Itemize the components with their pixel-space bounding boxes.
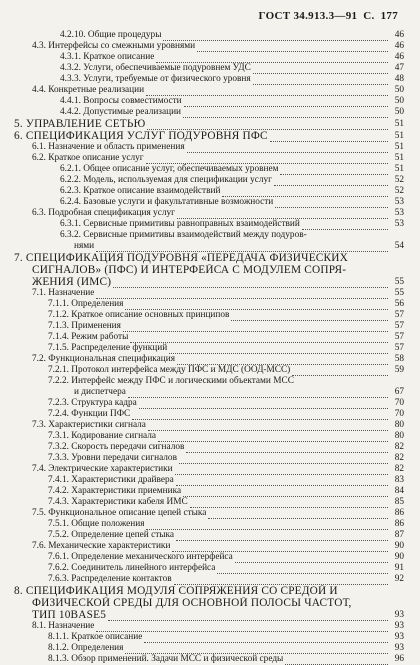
toc-entry-title: 7.3.2. Скорость передачи сигналов <box>48 442 185 452</box>
toc-entry <box>14 398 404 409</box>
dot-leader <box>208 511 388 519</box>
dot-leader <box>302 222 388 230</box>
toc-entry <box>14 299 404 310</box>
toc-entry-title: 7.6. Механические характеристики <box>32 541 171 551</box>
toc-entry <box>14 85 404 96</box>
toc-entry-page: 52 <box>394 186 404 196</box>
toc-entry-title: 7.1.3. Применения <box>48 321 121 331</box>
dot-leader <box>270 134 388 142</box>
dot-leader <box>139 401 388 409</box>
toc-entry-title: 7.2.3. Структура кадра <box>48 398 137 408</box>
dot-leader <box>183 489 388 497</box>
toc-entry <box>14 130 404 142</box>
toc-entry-title: 7.6.1. Определение механического интерфейса <box>48 552 233 562</box>
toc-entry-title: 7.2.4. Функции ПФС <box>48 409 131 419</box>
toc-entry <box>14 609 404 621</box>
toc-entry <box>14 96 404 107</box>
dot-leader <box>113 280 388 288</box>
dot-leader <box>175 467 388 475</box>
dot-leader <box>177 357 388 365</box>
dot-leader <box>190 500 388 508</box>
page-header <box>259 10 398 22</box>
toc-entry-page: 51 <box>394 153 404 163</box>
dot-leader <box>253 77 388 85</box>
toc-entry-title: 5. УПРАВЛЕНИЕ СЕТЬЮ <box>14 118 146 130</box>
table-of-contents <box>14 30 404 665</box>
dot-leader <box>176 533 388 541</box>
toc-entry-page: 51 <box>394 164 404 174</box>
toc-entry-page: 58 <box>394 354 404 364</box>
dot-leader <box>235 555 388 563</box>
toc-entry-page: 54 <box>394 241 404 251</box>
toc-entry-title: 7.2.2. Интерфейс между ПФС и логическими объектами МСС <box>48 376 294 386</box>
dot-leader <box>130 335 388 343</box>
toc-entry <box>14 153 404 164</box>
dot-leader <box>197 44 388 52</box>
toc-entry-title: ЖЕНИЯ (ИМС) <box>32 276 112 288</box>
dot-leader <box>172 544 388 552</box>
toc-entry-page: 53 <box>394 219 404 229</box>
toc-entry <box>14 252 404 264</box>
toc-entry <box>14 409 404 420</box>
dot-leader <box>146 88 388 96</box>
toc-entry-title: 8.1.1. Краткое описание <box>48 632 143 642</box>
toc-entry <box>14 230 404 241</box>
toc-entry-title: 7.1. Назначение <box>32 288 95 298</box>
toc-entry-title: 7.5.2. Определение цепей стыка <box>48 530 175 540</box>
toc-entry <box>14 186 404 197</box>
toc-entry-title: нями <box>74 241 95 251</box>
toc-entry-page: 57 <box>394 321 404 331</box>
toc-entry <box>14 310 404 321</box>
toc-entry <box>14 343 404 354</box>
toc-entry <box>14 486 404 497</box>
toc-entry-page: 92 <box>394 574 404 584</box>
dot-leader <box>187 145 388 153</box>
toc-entry-title: 6.3.2. Сервисные примитивы взаимодействий между подуров- <box>60 230 307 240</box>
toc-entry-title: 8.1.3. Обзор применений. Задачи МСС и физической среды <box>48 654 284 664</box>
dot-leader <box>158 434 388 442</box>
dot-leader <box>183 110 388 118</box>
dot-leader <box>169 346 388 354</box>
dot-leader <box>274 178 388 186</box>
toc-entry-page: 53 <box>394 208 404 218</box>
toc-entry <box>14 475 404 486</box>
dot-leader <box>146 156 388 164</box>
toc-entry <box>14 142 404 153</box>
toc-entry-title: 7.4. Электрические характеристики <box>32 464 173 474</box>
toc-entry-page: 82 <box>394 442 404 452</box>
toc-entry-page: 51 <box>394 119 404 129</box>
toc-entry-page: 86 <box>394 508 404 518</box>
toc-entry-title: 7.6.3. Распределение контактов <box>48 574 172 584</box>
toc-entry-title: 7.1.2. Краткое описание основных принципов <box>48 310 230 320</box>
toc-entry <box>14 497 404 508</box>
dot-leader <box>350 257 388 264</box>
toc-entry <box>14 420 404 431</box>
toc-entry-page: 50 <box>394 107 404 117</box>
toc-entry-title: 7.6.2. Соединитель линейного интерфейса <box>48 563 216 573</box>
dot-leader <box>108 613 388 621</box>
dot-leader <box>96 624 388 632</box>
toc-entry-page: 90 <box>394 552 404 562</box>
toc-entry-page: 80 <box>394 431 404 441</box>
toc-entry-page: 50 <box>394 85 404 95</box>
toc-entry <box>14 621 404 632</box>
toc-entry-page: 48 <box>394 74 404 84</box>
toc-entry-title: и диспетчера <box>74 387 126 397</box>
toc-entry-title: 7.2.1. Протокол интерфейса между ПФС и МДС (ООД-МСС) <box>48 365 291 375</box>
dot-leader <box>146 522 388 530</box>
toc-entry-page: 93 <box>394 621 404 631</box>
toc-entry-title: 7.1.5. Распределение функций <box>48 343 168 353</box>
toc-entry-title: 7.1.1. Определения <box>48 299 124 309</box>
toc-entry-title: 8. СПЕЦИФИКАЦИЯ МОДУЛЯ СОПРЯЖЕНИЯ СО СРЕДОЙ И <box>14 585 338 597</box>
toc-entry-title: 7.5. Функциональное описание цепей стыка <box>32 508 207 518</box>
toc-entry-title: 7.3.3. Уровни передачи сигналов <box>48 453 177 463</box>
toc-entry-title: 7.2. Функциональная спецификация <box>32 354 176 364</box>
dot-leader <box>222 189 388 197</box>
toc-entry-title: 6.2.4. Базовые услуги и факультативные возможности <box>60 197 274 207</box>
dot-leader <box>348 269 388 276</box>
toc-entry <box>14 164 404 175</box>
toc-entry <box>14 52 404 63</box>
toc-entry <box>14 30 404 41</box>
dot-leader <box>132 412 388 420</box>
toc-entry <box>14 321 404 332</box>
toc-entry-page: 67 <box>394 387 404 397</box>
toc-entry-page: 91 <box>394 563 404 573</box>
dot-leader <box>280 167 388 175</box>
toc-entry-title: 4.3.3. Услуги, требуемые от физического уровня <box>60 74 251 84</box>
toc-entry-page: 59 <box>394 365 404 375</box>
dot-leader <box>184 99 388 107</box>
toc-entry-title: СИГНАЛОВ» (ПФС) И ИНТЕРФЕЙСА С МОДУЛЕМ СОПРЯ- <box>32 264 347 276</box>
toc-entry-title: 6. СПЕЦИФИКАЦИЯ УСЛУГ ПОДУРОВНЯ ПФС <box>14 130 268 142</box>
dot-leader <box>163 33 388 41</box>
toc-entry-page: 86 <box>394 519 404 529</box>
dot-leader <box>285 657 388 665</box>
toc-entry <box>14 453 404 464</box>
dot-leader <box>125 302 388 310</box>
toc-entry-title: ТИП 10BASE5 <box>32 609 107 621</box>
toc-entry-title: 6.2.2. Модель, используемая для спецификации услуг <box>60 175 272 185</box>
toc-entry <box>14 365 404 376</box>
toc-entry-page: 83 <box>394 475 404 485</box>
dot-leader <box>144 635 388 643</box>
toc-entry-title: 7.3.1. Кодирование сигнала <box>48 431 157 441</box>
toc-entry-page: 57 <box>394 332 404 342</box>
toc-entry-page: 87 <box>394 530 404 540</box>
dot-leader <box>340 590 388 597</box>
dot-leader <box>177 211 388 219</box>
toc-entry <box>14 552 404 563</box>
toc-entry-page: 57 <box>394 310 404 320</box>
toc-entry <box>14 241 404 252</box>
toc-entry <box>14 197 404 208</box>
toc-entry-page: 55 <box>394 288 404 298</box>
toc-entry-title: 7.3. Характеристики сигнала <box>32 420 146 430</box>
toc-entry-title: 7.4.3. Характеристики кабеля ИМС <box>48 497 188 507</box>
dot-leader <box>292 368 388 376</box>
dot-leader <box>123 324 388 332</box>
toc-entry <box>14 332 404 343</box>
toc-entry <box>14 107 404 118</box>
toc-entry <box>14 219 404 230</box>
toc-entry-page: 47 <box>394 63 404 73</box>
toc-entry-title: ФИЗИЧЕСКОЙ СРЕДЫ ДЛЯ ОСНОВНОЙ ПОЛОСЫ ЧАСТОТ, <box>32 597 352 609</box>
dot-leader <box>128 390 388 398</box>
toc-entry-title: 7.4.1. Характеристики драйвера <box>48 475 174 485</box>
toc-entry <box>14 574 404 585</box>
toc-entry <box>14 643 404 654</box>
toc-entry <box>14 208 404 219</box>
toc-entry-title: 4.3. Интерфейсы со смежными уровнями <box>32 41 196 51</box>
toc-entry-title: 6.2. Краткое описание услуг <box>32 153 144 163</box>
dot-leader <box>148 423 388 431</box>
toc-entry-page: 50 <box>394 96 404 106</box>
toc-entry-title: 7.4.2. Характеристики приемника <box>48 486 182 496</box>
dot-leader <box>179 456 388 464</box>
dot-leader <box>217 566 388 574</box>
dot-leader <box>275 200 388 208</box>
toc-entry-title: 7. СПЕЦИФИКАЦИЯ ПОДУРОВНЯ «ПЕРЕДАЧА ФИЗИЧЕСКИХ <box>14 252 348 264</box>
toc-entry <box>14 654 404 665</box>
toc-entry <box>14 563 404 574</box>
dot-leader <box>96 244 388 252</box>
toc-entry-title: 4.4.1. Вопросы совместимости <box>60 96 182 106</box>
toc-entry-page: 55 <box>394 277 404 287</box>
toc-entry-title: 8.1.2. Определения <box>48 643 124 653</box>
dot-leader <box>309 234 388 241</box>
toc-entry-page: 93 <box>394 632 404 642</box>
dot-leader <box>174 577 388 585</box>
toc-entry <box>14 276 404 288</box>
toc-entry <box>14 585 404 597</box>
toc-entry <box>14 530 404 541</box>
toc-entry-page: 46 <box>394 30 404 40</box>
dot-leader <box>96 291 388 299</box>
dot-leader <box>125 646 388 654</box>
toc-entry-title: 6.2.1. Общее описание услуг, обеспечиваемых уровнем <box>60 164 279 174</box>
toc-entry-page: 93 <box>394 610 404 620</box>
toc-entry <box>14 508 404 519</box>
toc-entry-page: 70 <box>394 409 404 419</box>
dot-leader <box>296 380 388 387</box>
toc-entry <box>14 63 404 74</box>
toc-entry-title: 6.2.3. Краткое описание взаимодействий <box>60 186 221 196</box>
toc-entry-page: 53 <box>394 197 404 207</box>
toc-entry <box>14 464 404 475</box>
toc-entry <box>14 442 404 453</box>
toc-entry-page: 51 <box>394 142 404 152</box>
toc-entry <box>14 632 404 643</box>
toc-entry-page: 46 <box>394 52 404 62</box>
page-number: 177 <box>380 10 398 22</box>
toc-entry <box>14 519 404 530</box>
toc-entry-title: 4.2.10. Общие процедуры <box>60 30 162 40</box>
toc-entry-page: 82 <box>394 453 404 463</box>
toc-entry-title: 8.1. Назначение <box>32 621 95 631</box>
toc-entry <box>14 264 404 276</box>
toc-entry <box>14 354 404 365</box>
toc-entry <box>14 288 404 299</box>
toc-entry-page: 57 <box>394 343 404 353</box>
page-label: С. <box>363 10 375 22</box>
dot-leader <box>147 122 388 130</box>
toc-entry-title: 4.3.1. Краткое описание <box>60 52 155 62</box>
toc-entry-page: 90 <box>394 541 404 551</box>
toc-entry-page: 52 <box>394 175 404 185</box>
dot-leader <box>156 55 388 63</box>
toc-entry-page: 80 <box>394 420 404 430</box>
toc-entry-title: 4.4. Конкретные реализации <box>32 85 145 95</box>
toc-entry <box>14 541 404 552</box>
toc-entry-page: 46 <box>394 41 404 51</box>
toc-entry-page: 70 <box>394 398 404 408</box>
toc-entry-page: 51 <box>394 131 404 141</box>
dot-leader <box>354 602 388 609</box>
toc-entry-title: 4.4.2. Допустимые реализации <box>60 107 182 117</box>
toc-entry-title: 6.3.1. Сервисные примитивы равноправных взаимодействий <box>60 219 300 229</box>
toc-entry <box>14 431 404 442</box>
toc-entry-page: 56 <box>394 299 404 309</box>
toc-entry-title: 6.1. Назначение и область применения <box>32 142 185 152</box>
toc-entry <box>14 376 404 387</box>
toc-entry <box>14 41 404 52</box>
toc-entry-title: 4.3.2. Услуги, обеспечиваемые подуровнем УДС <box>60 63 251 73</box>
toc-entry <box>14 597 404 609</box>
toc-entry <box>14 118 404 130</box>
toc-entry-page: 84 <box>394 486 404 496</box>
toc-entry <box>14 387 404 398</box>
dot-leader <box>231 313 388 321</box>
dot-leader <box>176 478 388 486</box>
toc-entry-title: 6.3. Подробная спецификация услуг <box>32 208 175 218</box>
toc-entry-page: 82 <box>394 464 404 474</box>
toc-entry-page: 96 <box>394 654 404 664</box>
toc-entry-title: 7.1.4. Режим работы <box>48 332 129 342</box>
toc-entry <box>14 74 404 85</box>
toc-entry-title: 7.5.1. Общие положения <box>48 519 145 529</box>
dot-leader <box>253 66 388 74</box>
doc-number: ГОСТ 34.913.3—91 <box>258 10 358 22</box>
toc-entry-page: 93 <box>394 643 404 653</box>
toc-entry <box>14 175 404 186</box>
dot-leader <box>186 445 388 453</box>
toc-entry-page: 85 <box>394 497 404 507</box>
